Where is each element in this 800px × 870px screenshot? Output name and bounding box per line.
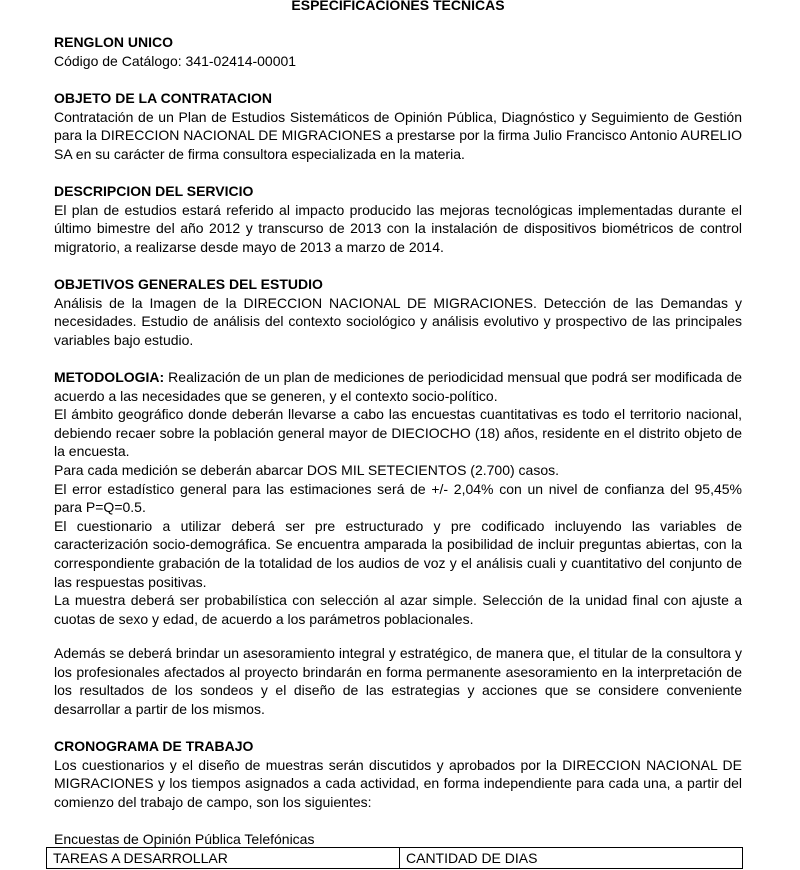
table-header-row [47,848,743,869]
metodologia-intro-paragraph [54,368,742,405]
metodologia-cuestionario: El cuestionario a utilizar deberá ser pre estructurado y pre codificado incluyendo las variables de caracterización socio-demográfica. Se encuentra amparada la posibilidad de incluir preguntas abiertas, con la correspondiente grabación de la totalidad de los audios de voz y el análisis cuali y cuantitativo del conjunto de las respuestas positivas. [54,517,742,590]
cronograma-heading: CRONOGRAMA DE TRABAJO [54,738,254,754]
column-header-dias: CANTIDAD DE DIAS [400,848,743,869]
metodologia-muestra: La muestra deberá ser probabilística con selección al azar simple. Selección de la unidad final con ajuste a cuotas de sexo y edad, de acuerdo a los parámetros poblacionales. [54,592,742,627]
descripcion-text: El plan de estudios estará referido al impacto producido las mejoras tecnológicas implementadas durante el último bimestre del año 2012 y transcurso de 2013 con la instalación de dispositivos biométricos de control migratorio, a realizarse desde mayo de 2013 a marzo de 2014. [54,201,742,255]
objeto-text: Contratación de un Plan de Estudios Sistemáticos de Opinión Pública, Diagnóstico y Seguimiento de Gestión para la DIRECCION NACIONAL DE MIGRACIONES a prestarse por la firma Julio Francisco Antonio AURELIO SA en su carácter de firma consultora especializada en la materia. [54,108,742,162]
asesoramiento-text: Además se deberá brindar un asesoramiento integral y estratégico, de manera que, el titular de la consultora y los profesionales afectados al proyecto brindarán en forma permanente asesoramiento en la interpretación de los resultados de los sondeos y el diseño de las estrategias y acciones que se considere conveniente desarrollar a partir de los mismos. [54,645,742,717]
catalog-code: Código de Catálogo: 341-02414-00001 [54,52,297,69]
cronograma-section [54,737,742,811]
metodologia-intro: Realización de un plan de mediciones de periodicidad mensual que podrá ser modificada de acuerdo a las necesidades que se generen, y el contexto socio-político. [54,369,743,404]
cronograma-text: Los cuestionarios y el diseño de muestras serán discutidos y aprobados por la DIRECCION NACIONAL DE MIGRACIONES y los tiempos asignados a cada actividad, en forma independiente para cada una, a partir del comienzo del trabajo de campo, son los siguientes: [54,756,742,810]
objetivos-text: Análisis de la Imagen de la DIRECCION NACIONAL DE MIGRACIONES. Detección de las Demandas y necesidades. Estudio de análisis del contexto sociológico y análisis evolutivo y prospectivo de las principales variables bajo estudio. [54,294,742,348]
descripcion-section [54,182,742,256]
renglon-section [54,33,742,70]
metodologia-section [54,368,742,628]
objeto-section [54,89,742,163]
objetivos-heading: OBJETIVOS GENERALES DEL ESTUDIO [54,276,323,292]
asesoramiento-section [54,644,742,718]
objetivos-section [54,275,742,349]
column-header-tareas: TAREAS A DESARROLLAR [47,848,400,869]
metodologia-label: METODOLOGIA: [54,369,165,385]
page-title: ESPECIFICACIONES TECNICAS [291,0,505,13]
renglon-heading: RENGLON UNICO [54,34,173,50]
metodologia-error: El error estadístico general para las estimaciones será de +/- 2,04% con un nivel de confianza del 95,45% para P=Q=0.5. [54,480,742,516]
objeto-heading: OBJETO DE LA CONTRATACION [54,90,273,106]
descripcion-heading: DESCRIPCION DEL SERVICIO [54,183,254,199]
metodologia-casos: Para cada medición se deberán abarcar DOS MIL SETECIENTOS (2.700) casos. [54,461,560,478]
table-caption: Encuestas de Opinión Pública Telefónicas [54,831,315,847]
metodologia-ambito: El ámbito geográfico donde deberán llevarse a cabo las encuestas cuantitativas es todo el territorio nacional, debiendo recaer sobre la población general mayor de DIECIOCHO (18) años, residente en el distrito objeto de la encuesta. [54,406,742,460]
tasks-table [46,847,743,869]
